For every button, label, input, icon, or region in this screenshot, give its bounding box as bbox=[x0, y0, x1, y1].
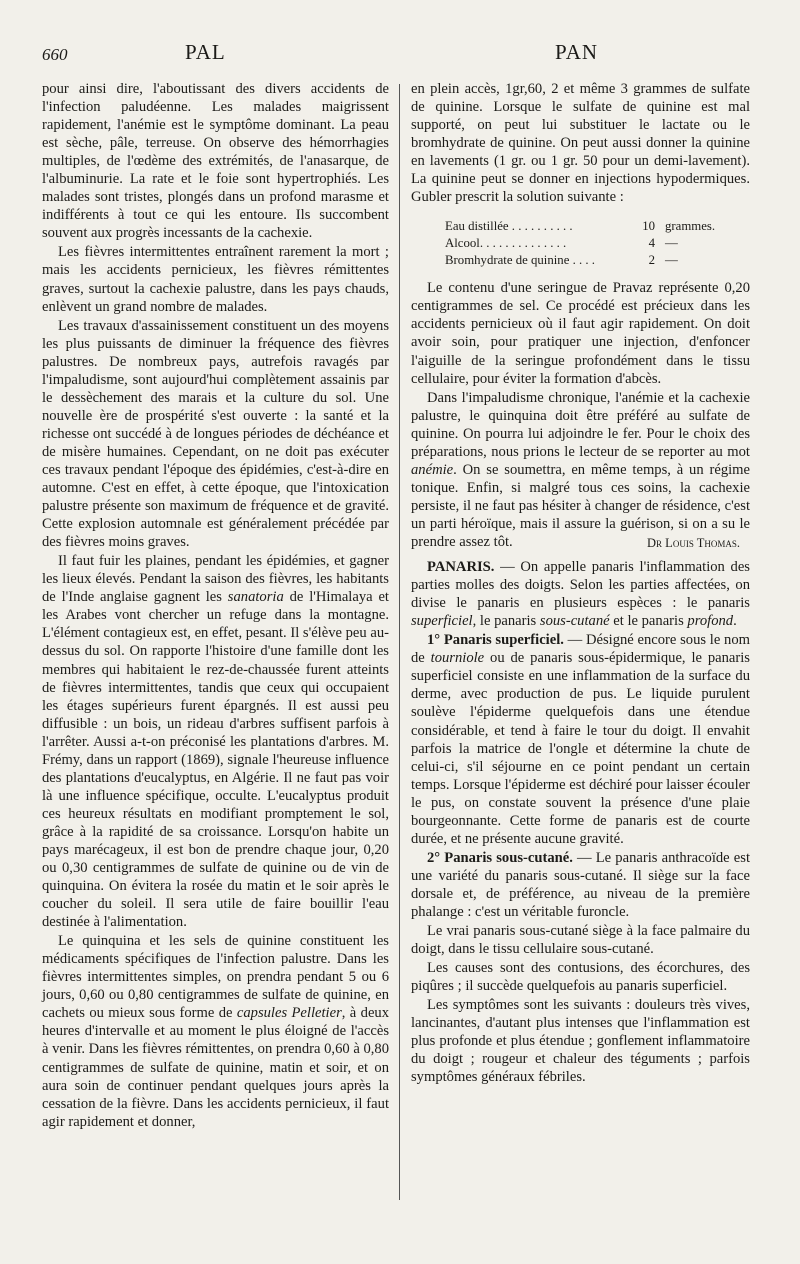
term-anemie: anémie bbox=[411, 461, 454, 478]
paragraph-prophylaxie: Il faut fuir les plaines, pendant les épidémies, et gagner les lieux élevés. Pendant la saison des fièvres, les habitants de l'Inde anglaise gagnent les sanatoria de l'Himalaya et les Arabes vont chercher un refuge dans la montagne. L'élément contagieux est, en effet, pesant. Il s'élève peu au-dessus du sol. On rapporte l'histoire d'une famille dont les membres qui habitaient le rez-de-chaussée furent atteints de fièvres intermittentes, tandis que ceux qui occupaient les étages supérieurs furent épargnés. Il est aussi peu diffusible : un bois, un rideau d'arbres suffisent parfois à l'arrêter. Aussi a-t-on préconisé les plantations d'arbres. M. Frémy, dans un rapport (1869), signale l'heureuse influence des plantations d'eucalyptus, en Algérie. Il ne faut pas voir là une influence spécifique, occulte. L'eucalyptus produit ces heureux résultats en modifiant promptement le sol, grâce à la rapidité de sa croissance. Lorsqu'on habite un pays marécageux, il est bon de prendre chaque jour, 0,20 ou 0,30 centigrammes de sulfate de quinine ou de vin de quinquina. On évitera la rosée du matin et le soir après le coucher du soleil. Il sera utile de faire bouillir l'eau destinée à l'alimentation. bbox=[42, 553, 389, 931]
subsection-heading: 2° Panaris sous-cutané. bbox=[427, 849, 573, 866]
page-number: 660 bbox=[42, 45, 68, 64]
page-header bbox=[0, 40, 800, 70]
column-divider bbox=[399, 84, 400, 1200]
formula-row: Eau distillée . . . . . . . . . . 10 grammes. bbox=[445, 219, 716, 234]
paragraph-fievres-mort: Les fièvres intermittentes entraînent rarement la mort ; mais les accidents pernicieux, les fièvres rémittentes graves, surtout la cachexie palustre, dans les pays chauds, enlèvent un grand nombre de malades. bbox=[42, 244, 389, 315]
author-signature: Dr Louis Thomas. bbox=[647, 536, 740, 551]
paragraph-pravaz: Le contenu d'une seringue de Pravaz représente 0,20 centigrammes de sel. Ce procédé est précieux dans les accidents pernicieux où il faut agir rapidement. On doit avoir soin, pour pratiquer une injection, d'enfoncer l'aiguille de la seringue profondément dans le tissu cellulaire, pour éviter la formation d'abcès. bbox=[411, 280, 750, 387]
paragraph-assainissement: Les travaux d'assainissement constituent un des moyens les plus puissants de diminuer la fréquence des fièvres palustres. De nombreux pays, autrefois ravagés par l'impaludisme, sont aujourd'hui complètement assainis par le dessèchement des marais et la culture du sol. Une nouvelle ère de prospérité s'est ouverte : la santé et la richesse ont succédé à de longues périodes de déchéance et de misère humaines. Cependant, on ne doit pas exécuter ces travaux pendant l'époque des épidémies, c'est-à-dire en automne. C'est en effet, à cette époque, que l'intoxication palustre présente son maximum de fréquence et de gravité. Cette explosion automnale est généralement précédée par des fièvres moins graves. bbox=[42, 317, 389, 551]
paragraph-panaris-definition: PANARIS. — On appelle panaris l'inflammation des parties molles des doigts. Selon les parties affectées, on divise le panaris en plusieurs espèces : le panaris superficiel, le panaris sous-cutané et le panaris profond. bbox=[411, 559, 750, 630]
running-head-left: PAL bbox=[185, 40, 226, 64]
paragraph-vrai-panaris: Le vrai panaris sous-cutané siège à la face palmaire du doigt, dans le tissu cellulaire sous-cutané. bbox=[411, 923, 750, 958]
subsection-heading: 1° Panaris superficiel. bbox=[427, 632, 564, 649]
prescription-formula bbox=[445, 218, 750, 269]
running-head-right: PAN bbox=[555, 40, 599, 64]
paragraph-quinine: Le quinquina et les sels de quinine constituent les médicaments spécifiques de l'infection palustre. Dans les fièvres intermittentes simples, on prendra pendant 5 ou 6 jours, 0,60 ou 0,80 centigrammes de sulfate de quinine, en cachets ou mieux sous forme de capsules Pelletier, à deux heures d'intervalle et au moment le plus éloigné de l'accès à venir. Dans les fièvres rémittentes, on prendra 0,60 à 0,80 centigrammes de sulfate de quinine, matin et soir, et on aura soin de continuer pendant quelques jours après la cessation de la fièvre. Dans les accidents pernicieux, il faut agir rapidement et donner, bbox=[42, 933, 390, 1130]
paragraph-causes: Les causes sont des contusions, des écorchures, des piqûres ; il succède quelquefois au panaris superficiel. bbox=[411, 960, 750, 995]
right-column bbox=[411, 80, 750, 1087]
entry-headword: PANARIS. bbox=[427, 559, 495, 576]
formula-row: Alcool. . . . . . . . . . . . . . 4 — bbox=[445, 236, 678, 251]
term-sanatoria: sanatoria bbox=[227, 589, 284, 606]
paragraph-impaludisme-chronique: Dans l'impaludisme chronique, l'anémie et la cachexie palustre, le quinquina doit être préféré au sulfate de quinine. On pourra lui adjoindre le fer. Pour le choix des préparations, nous prions le lecteur de se reporter au mot anémie. On se soumettra, en même temps, à un régime tonique. Enfin, si malgré tous ces soins, la cachexie persiste, il ne faut pas hésiter à changer de résidence, c'est un parti héroïque, mais il assure la guérison, si on a su le prendre assez tôt. bbox=[411, 389, 750, 550]
paragraph-cachexie: pour ainsi dire, l'aboutissant des divers accidents de l'infection paludéenne. Les malades maigrissent rapidement, l'anémie est le symptôme dominant. La peau est sèche, pâle, terreuse. On observe des hémorrhagies multiples, de l'œdème des extrémités, de l'anasarque, de l'albuminurie. La rate et le foie sont hypertrophiés. Les malades sont tristes, plongés dans un profond marasme et indifférents à tout ce qui les entoure. Ils succombent souvent aux progrès incessants de la cachexie. bbox=[42, 81, 389, 242]
formula-row: Bromhydrate de quinine . . . . 2 — bbox=[445, 253, 678, 268]
paragraph-acces: en plein accès, 1gr,60, 2 et même 3 grammes de sulfate de quinine. Lorsque le sulfate de quinine est mal supporté, on peut lui substituer le lactate ou le bromhydrate de quinine. On peut aussi donner la quinine en lavements (1 gr. ou 1 gr. 50 pour un demi-lavement). La quinine peut se donner en injections hypodermiques. Gubler prescrit la solution suivante : bbox=[411, 81, 750, 206]
paragraph-symptomes: Les symptômes sont les suivants : douleurs très vives, lancinantes, d'autant plus intenses que l'inflammation est plus profonde et plus étendue ; gonflement inflammatoire du doigt ; rougeur et chaleur des téguments ; parfois symptômes généraux fébriles. bbox=[411, 997, 750, 1086]
left-column bbox=[42, 80, 389, 1132]
paragraph-panaris-sous-cutane: 2° Panaris sous-cutané. — Le panaris anthracoïde est une variété du panaris sous-cutané. Il siège sur la face dorsale et, de préférence, au niveau de la première phalange : c'est un véritable furoncle. bbox=[411, 849, 751, 920]
paragraph-panaris-superficiel: 1° Panaris superficiel. — Désigné encore sous le nom de tourniole ou de panaris sous-épidermique, le panaris superficiel consiste en une inflammation de la surface du derme, avec production de pus. Le liquide purulent soulève l'épiderme quelquefois dans une étendue considérable, et tend à faire le tour du doigt. Il envahit parfois la matrice de l'ongle et détermine la chute de celui-ci, s'il séjourne en ce point pendant un certain temps. Lorsque l'épiderme est déchiré pour laisser écouler le pus, on constate souvent la présence d'une plaie bourgeonnante. Cette forme de panaris est de courte durée, et ne présente aucune gravité. bbox=[411, 632, 751, 847]
term-capsules-pelletier: capsules Pelletier bbox=[236, 1005, 342, 1022]
